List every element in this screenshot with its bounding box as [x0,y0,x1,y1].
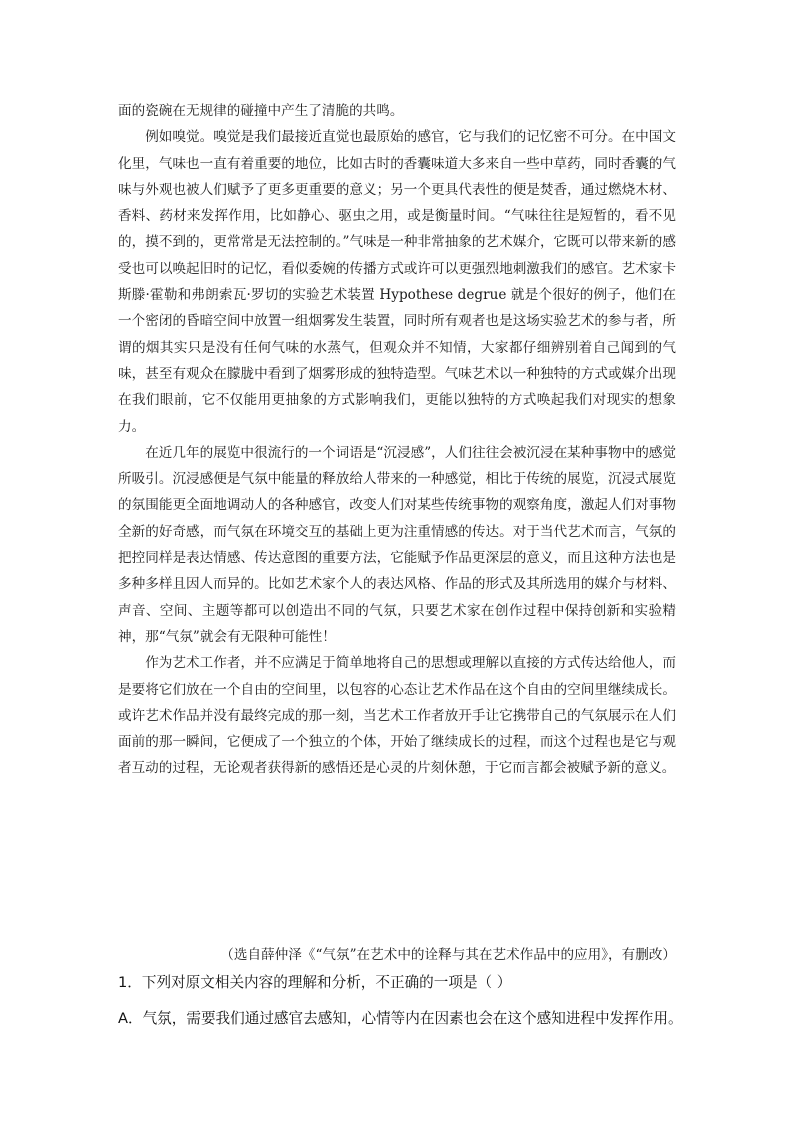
paragraph-continuation: 面的瓷碗在无规律的碰撞中产生了清脆的共鸣。 [118,103,404,119]
paragraph-smell: 例如嗅觉。嗅觉是我们最接近直觉也最原始的感官，它与我们的记忆密不可分。在中国文化里，气味也一直有着重要的地位，比如古时的香囊味道大多来自一些中草药，同时香囊的气味与外观也被人们赋予了更多更重要的意义；另一个更具代表性的便是焚香，通过燃烧木材、香料、药材来发挥作用，比如静心、驱虫之用，或是衡量时间。“气味往往是短暂的，看不见的，摸不到的，更常常是无法控制的。”气味是一种非常抽象的艺术媒介，它既可以带来新的感受也可以唤起旧时的记忆，看似委婉的传播方式或许可以更强烈地刺激我们的感官。艺术家卡斯滕·霍勒和弗朗索瓦·罗切的实验艺术装置 Hypothese degrue 就是个很好的例子，他们在一个密闭的昏暗空间中放置一组烟雾发生装置，同时所有观者也是这场实验艺术的参与者，所谓的烟其实只是没有任何气味的水蒸气，但观众并不知情，大家都仔细辨别着自己闻到的气味，甚至有观众在朦胧中看到了烟雾形成的独特造型。气味艺术以一种独特的方式或媒介出现在我们眼前，它不仅能用更抽象的方式影响我们，更能以独特的方式唤起我们对现实的想象力。 [118,129,676,435]
paragraph-artist: 作为艺术工作者，并不应满足于简单地将自己的思想或理解以直接的方式传达给他人，而是要将它们放在一个自由的空间里，以包容的心态让艺术作品在这个自由的空间里继续成长。或许艺术作品并没有最终完成的那一刻，当艺术工作者放开手让它携带自己的气氛展示在人们面前的那一瞬间，它便成了一个独立的个体，开始了继续成长的过程，而这个过程也是它与观者互动的过程，无论观者获得新的感悟还是心灵的片刻休憩，于它而言都会被赋予新的意义。 [118,655,676,777]
article-body [118,98,676,782]
question-stem: 1．下列对原文相关内容的理解和分析，不正确的一项是（ ） [118,974,512,991]
source-citation: （选自薛仲泽《“气氛”在艺术中的诠释与其在艺术作品中的应用》，有删改） [220,947,676,963]
option-a: A．气氛，需要我们通过感官去感知，心情等内在因素也会在这个感知进程中发挥作用。 [118,1010,683,1027]
paragraph-immersion: 在近几年的展览中很流行的一个词语是“沉浸感”，人们往往会被沉浸在某种事物中的感觉所吸引。沉浸感便是气氛中能量的释放给人带来的一种感觉，相比于传统的展览，沉浸式展览的氛围能更全面地调动人的各种感官，改变人们对某些传统事物的观察角度，激起人们对事物全新的好奇感，而气氛在环境交互的基础上更为注重情感的传达。对于当代艺术而言，气氛的把控同样是表达情感、传达意图的重要方法，它能赋予作品更深层的意义，而且这种方法也是多种多样且因人而异的。比如艺术家个人的表达风格、作品的形式及其所选用的媒介与材料、声音、空间、主题等都可以创造出不同的气氛，只要艺术家在创作过程中保持创新和实验精神，那“气氛”就会有无限种可能性！ [118,444,676,645]
